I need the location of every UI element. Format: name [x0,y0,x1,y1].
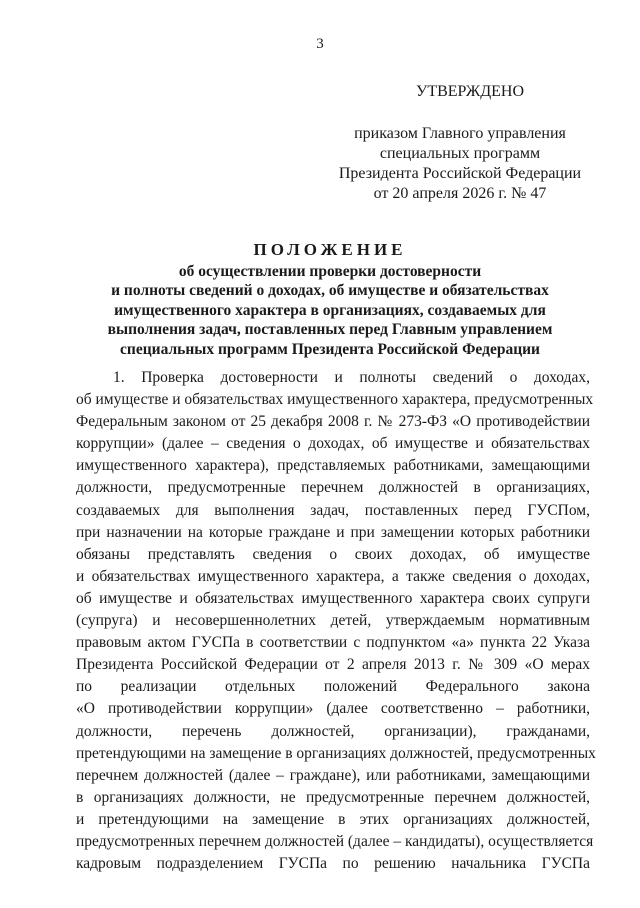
approval-line: приказом Главного управления [354,125,566,142]
body-line: (супруга) и несовершеннолетних детей, утверждаемым нормативным [76,612,590,630]
title-line: специальных программ Президента Российской Федерации [120,340,540,358]
body-line: перечнем должностей (далее – граждане), или работниками, замещающими [76,766,590,784]
approval-stamp: УТВЕРЖДЕНО [416,83,525,100]
title-line: выполнения задач, поставленных перед Главным управлением [107,321,553,338]
body-line: правовым актом ГУСПа в соответствии с подпунктом «а» пункта 22 Указа [76,634,590,652]
body-line: «О противодействии коррупции» (далее соответственно – работники, [76,700,590,718]
approval-line: от 20 апреля 2026 г. № 47 [373,185,547,202]
approval-block [330,82,590,204]
body-line: обязаны представлять сведения о своих доходах, об имуществе [76,545,590,563]
body-line: должности, предусмотренные перечнем должностей в организациях, [76,479,590,497]
body-paragraph [76,367,596,875]
title-line: и полноты сведений о доходах, об имуществе и обязательствах [111,282,549,299]
body-line: об имуществе и обязательствах имущественного характера, предусмотренных [76,391,594,409]
body-line: имущественного характера), представляемых работниками, замещающими [76,457,590,475]
approval-line: специальных программ [379,145,541,162]
body-line: 1. Проверка достоверности и полноты сведений о доходах, [113,369,590,386]
page-number: 3 [316,36,324,52]
document-title [60,240,600,359]
title-line: имущественного характера в организациях, создаваемых для [114,301,546,319]
body-line: кадровым подразделением ГУСПа по решению начальника ГУСПа [76,855,590,873]
body-line: Федеральным законом от 25 декабря 2008 г. № 273-ФЗ «О противодействии [76,413,590,431]
body-line: и претендующими на замещение в этих организациях должностей, [76,810,590,828]
body-line: коррупции» (далее – сведения о доходах, об имуществе и обязательствах [76,435,590,453]
body-line: должности, перечень должностей, организации), гражданами, [76,722,590,740]
body-line: предусмотренных перечнем должностей (далее – кандидаты), осуществляется [76,832,594,850]
body-line: и обязательствах имущественного характера, а также сведения о доходах, [76,567,590,585]
body-line: в организациях должности, не предусмотренные перечнем должностей, [76,788,590,806]
body-line: создаваемых для выполнения задач, поставленных перед ГУСПом, [76,501,590,519]
body-line: претендующими на замещение в организациях должностей, предусмотренных [76,744,596,762]
title-heading: ПОЛОЖЕНИЕ [253,240,407,259]
approval-line: Президента Российской Федерации [338,165,582,182]
body-line: об имуществе и обязательствах имущественного характера своих супруги [76,589,590,607]
body-line: при назначении на которые граждане и при замещении которых работники [76,523,590,541]
body-line: Президента Российской Федерации от 2 апреля 2013 г. № 309 «О мерах [76,656,590,674]
title-line: об осуществлении проверки достоверности [178,262,482,280]
body-line: по реализации отдельных положений Федерального закона [76,678,590,696]
